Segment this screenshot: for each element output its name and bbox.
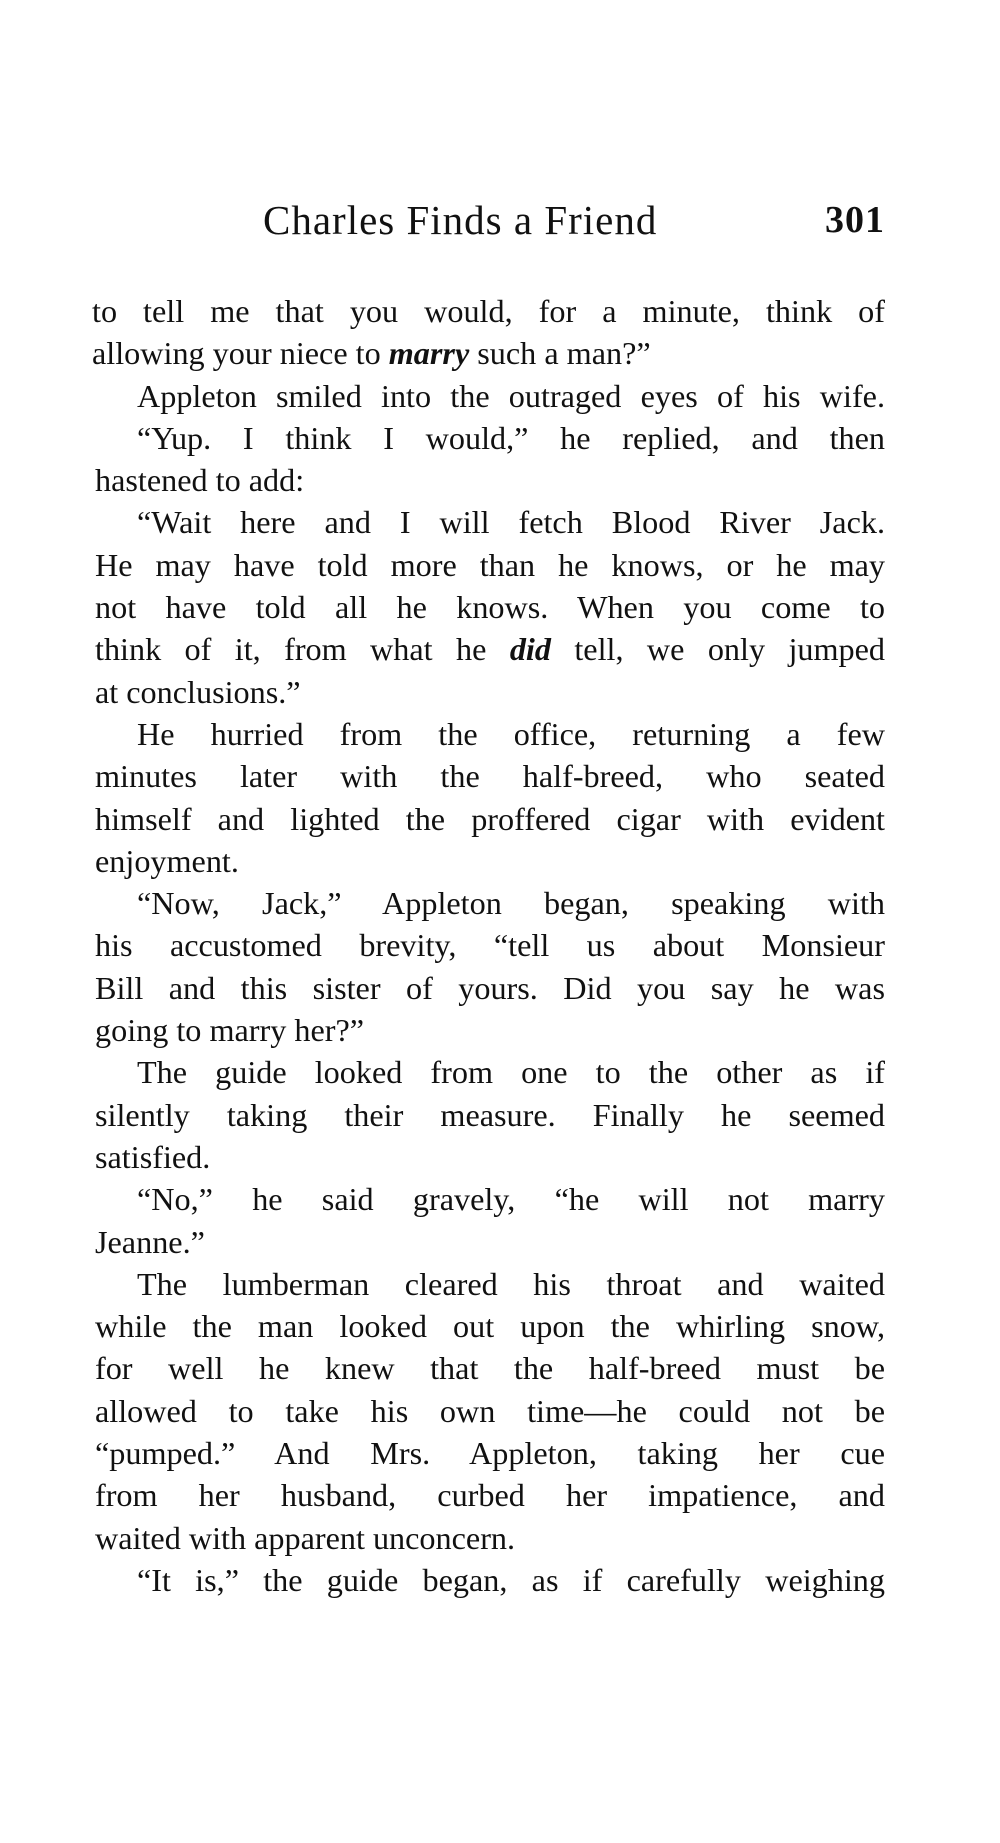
text-line: enjoyment. — [95, 842, 239, 879]
text-line: at conclusions.” — [95, 673, 301, 710]
italic-word: marry — [388, 335, 470, 372]
text-line: satisfied. — [95, 1138, 211, 1175]
text-line: The guide looked from one to the other as if — [137, 1054, 885, 1091]
body-text — [92, 290, 885, 1601]
text-line: He hurried from the office, returning a few — [137, 715, 885, 752]
text-line: He may have told more than he knows, or he may — [95, 546, 885, 583]
text-line: “Yup. I think I would,” he replied, and then — [137, 419, 885, 456]
italic-word: did — [509, 631, 551, 668]
text-line: The lumberman cleared his throat and waited — [137, 1265, 885, 1302]
text-line: Appleton smiled into the outraged eyes of his wife. — [137, 377, 885, 414]
text-line: “No,” he said gravely, “he will not marry — [137, 1181, 885, 1218]
running-head — [95, 196, 885, 248]
text-line: not have told all he knows. When you come to — [95, 589, 885, 626]
text-line: “Now, Jack,” Appleton began, speaking with — [137, 885, 885, 922]
text-line: Bill and this sister of yours. Did you say he was — [95, 969, 885, 1006]
text-line: while the man looked out upon the whirling snow, — [95, 1308, 885, 1345]
text-line: Jeanne.” — [95, 1223, 205, 1260]
text-line: “It is,” the guide began, as if carefully weighing — [137, 1561, 885, 1598]
text-line: “pumped.” And Mrs. Appleton, taking her cue — [95, 1435, 885, 1472]
text-line: silently taking their measure. Finally he seemed — [95, 1096, 885, 1133]
page-number: 301 — [825, 199, 885, 241]
text-line: to tell me that you would, for a minute, think of — [92, 293, 885, 329]
text-line: waited with apparent unconcern. — [95, 1519, 516, 1556]
text-line: going to marry her?” — [95, 1012, 365, 1049]
text-line: allowed to take his own time—he could not be — [95, 1392, 885, 1429]
text-line: allowing your niece to marry such a man?” — [92, 335, 651, 372]
text-line: “Wait here and I will fetch Blood River Jack. — [137, 504, 885, 541]
text-line: himself and lighted the proffered cigar with evident — [95, 800, 885, 837]
running-head-title: Charles Finds a Friend — [263, 197, 658, 243]
text-line: his accustomed brevity, “tell us about Monsieur — [95, 927, 885, 964]
text-line: think of it, from what he did tell, we only jumped — [95, 631, 885, 668]
text-line: hastened to add: — [95, 462, 305, 499]
text-line: for well he knew that the half-breed must be — [95, 1350, 885, 1387]
text-line: minutes later with the half-breed, who seated — [95, 758, 885, 795]
text-line: from her husband, curbed her impatience, and — [95, 1477, 885, 1514]
